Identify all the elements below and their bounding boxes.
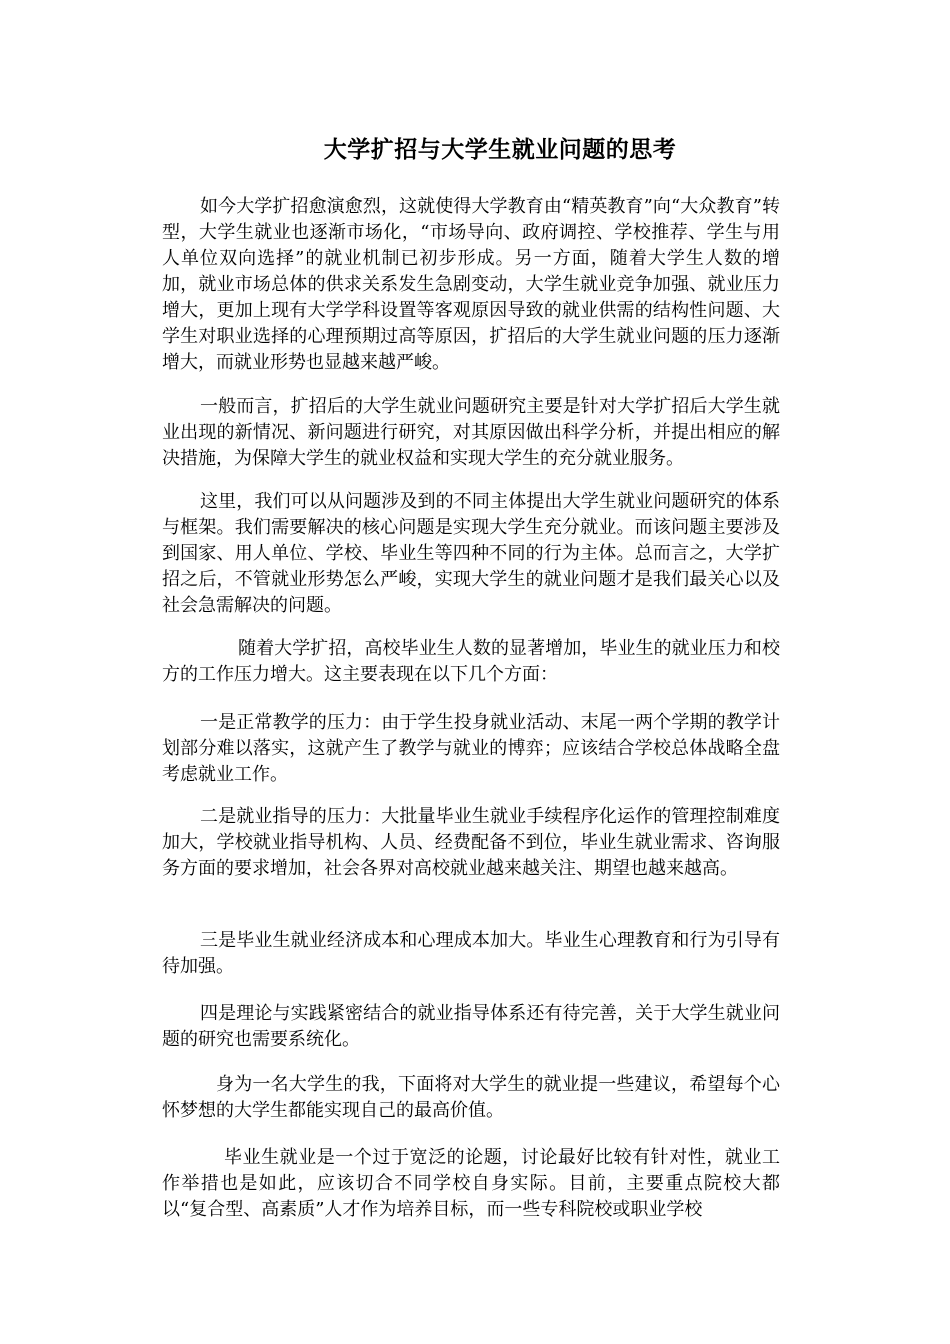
paragraph-7: 三是毕业生就业经济成本和心理成本加大。毕业生心理教育和行为引导有待加强。 [162, 930, 780, 977]
paragraph-4: 随着大学扩招，高校毕业生人数的显著增加，毕业生的就业压力和校方的工作压力增大。这主要表现在以下几个方面： [162, 638, 780, 685]
paragraph-6: 二是就业指导的压力：大批量毕业生就业手续程序化运作的管理控制难度加大，学校就业指导机构、人员、经费配备不到位，毕业生就业需求、咨询服务方面的要求增加，社会各界对高校就业越来越关注、期望也越来越高。 [162, 806, 780, 879]
paragraph-10: 毕业生就业是一个过于宽泛的论题，讨论最好比较有针对性，就业工作举措也是如此，应该切合不同学校自身实际。目前，主要重点院校大都以“复合型、高素质”人才作为培养目标，而一些专科院校或职业学校 [162, 1147, 780, 1220]
document-title: 大学扩招与大学生就业问题的思考 [323, 137, 677, 163]
paragraph-3: 这里，我们可以从问题涉及到的不同主体提出大学生就业问题研究的体系与框架。我们需要解决的核心问题是实现大学生充分就业。而该问题主要涉及到国家、用人单位、学校、毕业生等四种不同的行为主体。总而言之，大学扩招之后，不管就业形势怎么严峻，实现大学生的就业问题才是我们最关心以及社会急需解决的问题。 [162, 491, 780, 616]
paragraph-2: 一般而言，扩招后的大学生就业问题研究主要是针对大学扩招后大学生就业出现的新情况、新问题进行研究，对其原因做出科学分析，并提出相应的解决措施，为保障大学生的就业权益和实现大学生的充分就业服务。 [162, 396, 780, 469]
paragraph-8: 四是理论与实践紧密结合的就业指导体系还有待完善，关于大学生就业问题的研究也需要系统化。 [162, 1003, 780, 1050]
paragraph-1: 如今大学扩招愈演愈烈，这就使得大学教育由“精英教育”向“大众教育”转型，大学生就业也逐渐市场化，“市场导向、政府调控、学校推荐、学生与用人单位双向选择”的就业机制已初步形成。另一方面，随着大学生人数的增加，就业市场总体的供求关系发生急剧变动，大学生就业竞争加强、就业压力增大，更加上现有大学学科设置等客观原因导致的就业供需的结构性问题、大学生对职业选择的心理预期过高等原因，扩招后的大学生就业问题的压力逐渐增大，而就业形势也显越来越严峻。 [162, 196, 780, 373]
paragraph-5: 一是正常教学的压力：由于学生投身就业活动、末尾一两个学期的教学计划部分难以落实，这就产生了教学与就业的博弈；应该结合学校总体战略全盘考虑就业工作。 [162, 712, 780, 785]
paragraph-9: 身为一名大学生的我，下面将对大学生的就业提一些建议，希望每个心怀梦想的大学生都能实现自己的最高价值。 [162, 1074, 780, 1121]
